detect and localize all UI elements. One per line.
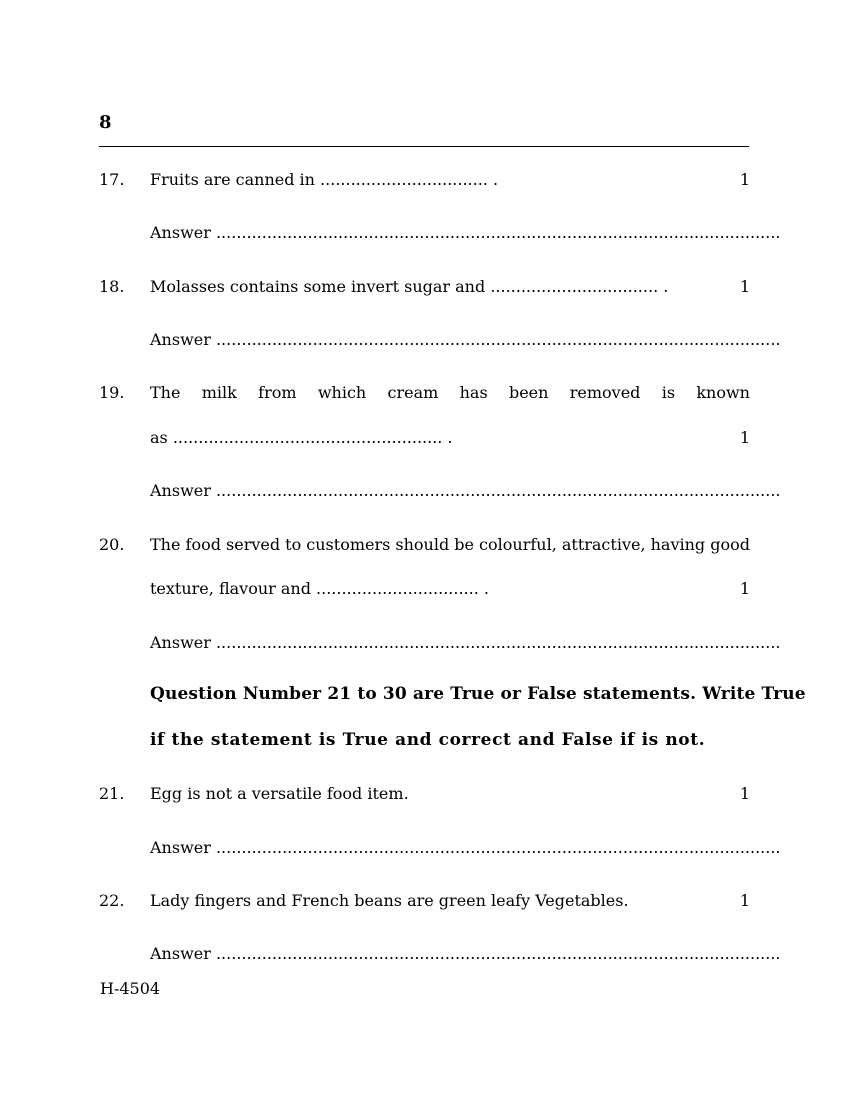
instruction-text-line1: Question Number 21 to 30 are True or False statements. Write True [150, 684, 806, 704]
question-19-answer-line: Answer ............................................................................................................... [150, 481, 781, 500]
word: from [258, 383, 297, 402]
question-17-number: 17. [99, 170, 125, 189]
word: served [226, 535, 281, 554]
question-22-answer-line: Answer ............................................................................................................... [150, 944, 781, 963]
question-22-text: Lady fingers and French beans are green leafy Vegetables. [150, 891, 629, 910]
word: be [454, 535, 474, 554]
word: colourful, [479, 535, 557, 554]
word: to [285, 535, 302, 554]
question-19-marks: 1 [739, 428, 750, 447]
question-21-marks: 1 [739, 784, 750, 803]
word: customers [306, 535, 391, 554]
word: removed [569, 383, 641, 402]
question-18-answer-line: Answer ............................................................................................................... [150, 330, 781, 349]
question-18-marks: 1 [739, 277, 750, 296]
question-20-marks: 1 [739, 579, 750, 598]
word: having [650, 535, 706, 554]
question-20-text-line1 [150, 535, 750, 554]
question-20-number: 20. [99, 535, 125, 554]
word: attractive, [561, 535, 646, 554]
question-18-text: Molasses contains some invert sugar and ................................. . [150, 277, 669, 296]
word: is [661, 383, 676, 402]
question-19-text-line2: as ..................................................... . [150, 428, 453, 447]
question-17-text: Fruits are canned in ................................. . [150, 170, 499, 189]
word: milk [201, 383, 237, 402]
word: good [710, 535, 750, 554]
question-20-text-line2: texture, flavour and ................................ . [150, 579, 489, 598]
question-17-marks: 1 [739, 170, 750, 189]
page-number: 8 [99, 112, 112, 133]
question-21-number: 21. [99, 784, 125, 803]
word: cream [387, 383, 439, 402]
instruction-line2 [150, 730, 750, 750]
question-19-number: 19. [99, 383, 125, 402]
instruction-text-line2: if the statement is True and correct and False if is not. [150, 730, 706, 750]
instruction-line1 [150, 684, 806, 704]
question-20-answer-line: Answer ............................................................................................................... [150, 633, 781, 652]
question-19-text-line1 [150, 383, 750, 402]
word: been [508, 383, 549, 402]
word: which [317, 383, 367, 402]
word: The [150, 535, 181, 554]
question-21-answer-line: Answer ............................................................................................................... [150, 838, 781, 857]
word: should [395, 535, 450, 554]
word: known [696, 383, 750, 402]
question-21-text: Egg is not a versatile food item. [150, 784, 409, 803]
paper-code: H-4504 [100, 979, 161, 998]
question-18-number: 18. [99, 277, 125, 296]
word: food [185, 535, 221, 554]
question-22-marks: 1 [739, 891, 750, 910]
word: The [150, 383, 181, 402]
word: has [459, 383, 488, 402]
question-17-answer-line: Answer ............................................................................................................... [150, 223, 781, 242]
question-22-number: 22. [99, 891, 125, 910]
header-divider [99, 146, 749, 147]
